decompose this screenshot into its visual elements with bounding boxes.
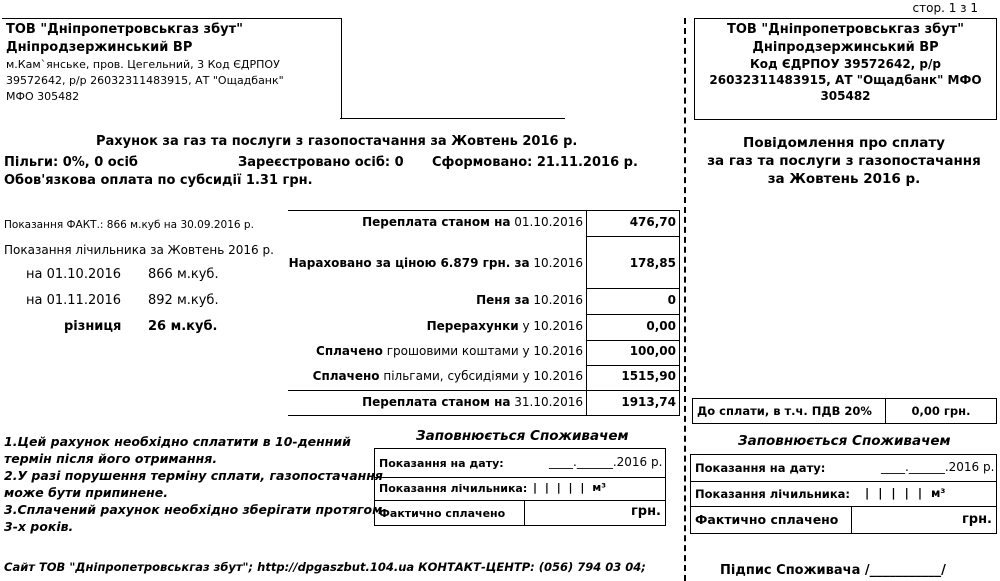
company-header-right — [694, 18, 997, 120]
ledger-label: Сплачено — [312, 369, 380, 383]
to-pay-value: 0,00 грн. — [911, 404, 971, 418]
company-line3-right: Код ЄДРПОУ 39572642, р/р — [750, 57, 941, 71]
meter-input-right[interactable]: | | | | | м³ — [865, 486, 946, 500]
footer-contacts: Сайт ТОВ "Дніпропетровськгаз збут"; http://dpgaszbut.104.ua КОНТАКТ-ЦЕНТР: (056) 794 03 04; — [4, 560, 646, 574]
notice-line1: Повідомлення про сплату — [743, 135, 945, 151]
date-label-right: Показання на дату: — [695, 461, 826, 475]
ledger-total-amount: 1913,74 — [621, 395, 676, 409]
ledger-label: Переплата станом на — [362, 215, 511, 229]
company-address-line3: МФО 305482 — [6, 90, 80, 103]
consumer-form-right — [690, 454, 997, 534]
to-pay-box — [692, 398, 997, 424]
note-line: може бути припинене. — [4, 485, 169, 500]
paid-input[interactable]: грн. — [630, 504, 661, 519]
ledger-amount: 100,00 — [629, 344, 676, 358]
company-name-right: ТОВ "Дніпропетровськгаз збут" — [727, 22, 964, 37]
consumer-signature[interactable]: Підпис Споживача /___________/ — [720, 563, 946, 578]
ledger-label: Сплачено — [316, 344, 383, 358]
actual-reading: Показання ФАКТ.: 866 м.куб на 30.09.2016 р. — [4, 219, 254, 231]
ledger-label: Перерахунки — [426, 319, 519, 333]
header-underline — [340, 118, 565, 119]
company-address-line2: 39572642, р/р 26032311483915, АТ "Ощадбанк" — [6, 74, 284, 87]
ledger-amount: 1515,90 — [621, 369, 676, 383]
ledger-label: Нараховано за ціною 6.879 грн. за — [288, 256, 530, 270]
ledger-row — [288, 344, 583, 358]
to-pay-label: До сплати, в т.ч. ПДВ 20% — [697, 404, 872, 418]
notice-title — [690, 134, 998, 188]
ledger-table — [288, 210, 680, 416]
reading-value-2: 892 м.куб. — [148, 293, 219, 308]
ledger-date: пільгами, субсидіями у 10.2016 — [379, 369, 583, 383]
company-branch-right: Дніпродзержинський ВР — [752, 40, 939, 55]
company-header — [2, 18, 342, 119]
date-input-right[interactable]: ____.______.2016 р. — [881, 460, 995, 474]
company-line4-right: 26032311483915, АТ "Ощадбанк" МФО — [709, 73, 982, 87]
company-address-line1: м.Кам`янське, пров. Цегельний, 3 Код ЄДРПОУ — [6, 58, 280, 71]
ledger-amount: 178,85 — [629, 256, 676, 270]
ledger-date: 10.2016 — [529, 256, 583, 270]
company-line5-right: 305482 — [820, 89, 871, 103]
note-line: 3-х років. — [4, 519, 74, 534]
ledger-date: 10.2016 — [529, 293, 583, 307]
note-line: 3.Сплачений рахунок необхідно зберігати протягом — [4, 502, 383, 517]
meter-label-right: Показання лічильника: — [695, 487, 850, 501]
cut-line — [684, 18, 686, 581]
consumer-form-heading: Заповнюється Споживачем — [416, 428, 629, 444]
ledger-row — [288, 369, 583, 383]
note-line: 2.У разі порушення терміну сплати, газопостачання — [4, 468, 383, 483]
meter-input[interactable]: | | | | | м³ — [533, 481, 607, 494]
reading-date-2: на 01.11.2016 — [26, 293, 122, 308]
benefits-info: Пільги: 0%, 0 осіб — [4, 155, 138, 170]
ledger-row — [288, 319, 583, 333]
meter-heading: Показання лічильника за Жовтень 2016 р. — [4, 243, 274, 257]
subsidy-info: Обов'язкова оплата по субсидії 1.31 грн. — [4, 173, 313, 188]
formed-date: Сформовано: 21.11.2016 р. — [432, 155, 638, 170]
meter-label: Показання лічильника: — [379, 482, 528, 495]
paid-label-right: Фактично сплачено — [695, 512, 839, 527]
reading-date-1: на 01.10.2016 — [26, 267, 122, 282]
page-number: стор. 1 з 1 — [912, 1, 978, 15]
consumer-form — [374, 448, 666, 526]
paid-label: Фактично сплачено — [379, 507, 506, 520]
ledger-row — [288, 215, 583, 229]
ledger-total-row — [288, 395, 583, 409]
ledger-amount: 0,00 — [646, 319, 676, 333]
ledger-label: Переплата станом на — [362, 395, 511, 409]
ledger-date: 31.10.2016 — [510, 395, 583, 409]
ledger-row — [288, 293, 583, 307]
ledger-row — [288, 256, 583, 270]
consumer-form-heading-right: Заповнюється Споживачем — [738, 433, 951, 449]
reading-diff-label: різниця — [64, 319, 122, 334]
date-input[interactable]: ____.______.2016 р. — [549, 455, 663, 469]
note-line: термін після його отримання. — [4, 451, 218, 466]
reading-diff-value: 26 м.куб. — [148, 319, 218, 334]
notes — [4, 433, 383, 535]
company-name: ТОВ "Дніпропетровськгаз збут" — [6, 22, 243, 37]
ledger-date: грошовими коштами у 10.2016 — [382, 344, 583, 358]
ledger-amount: 0 — [667, 293, 676, 307]
notice-line3: за Жовтень 2016 р. — [767, 171, 921, 187]
invoice-title: Рахунок за газ та послуги з газопостачання за Жовтень 2016 р. — [96, 134, 578, 149]
ledger-label: Пеня за — [476, 293, 530, 307]
ledger-date: 01.10.2016 — [510, 215, 583, 229]
date-label: Показання на дату: — [379, 457, 504, 470]
notice-line2: за газ та послуги з газопостачання — [707, 153, 981, 169]
ledger-date: у 10.2016 — [518, 319, 583, 333]
reading-value-1: 866 м.куб. — [148, 267, 219, 282]
ledger-amount: 476,70 — [629, 215, 676, 229]
paid-input-right[interactable]: грн. — [961, 512, 992, 527]
registered-persons: Зареєстровано осіб: 0 — [238, 155, 404, 170]
note-line: 1.Цей рахунок необхідно сплатити в 10-денний — [4, 434, 351, 449]
company-branch: Дніпродзержинський ВР — [6, 40, 193, 55]
